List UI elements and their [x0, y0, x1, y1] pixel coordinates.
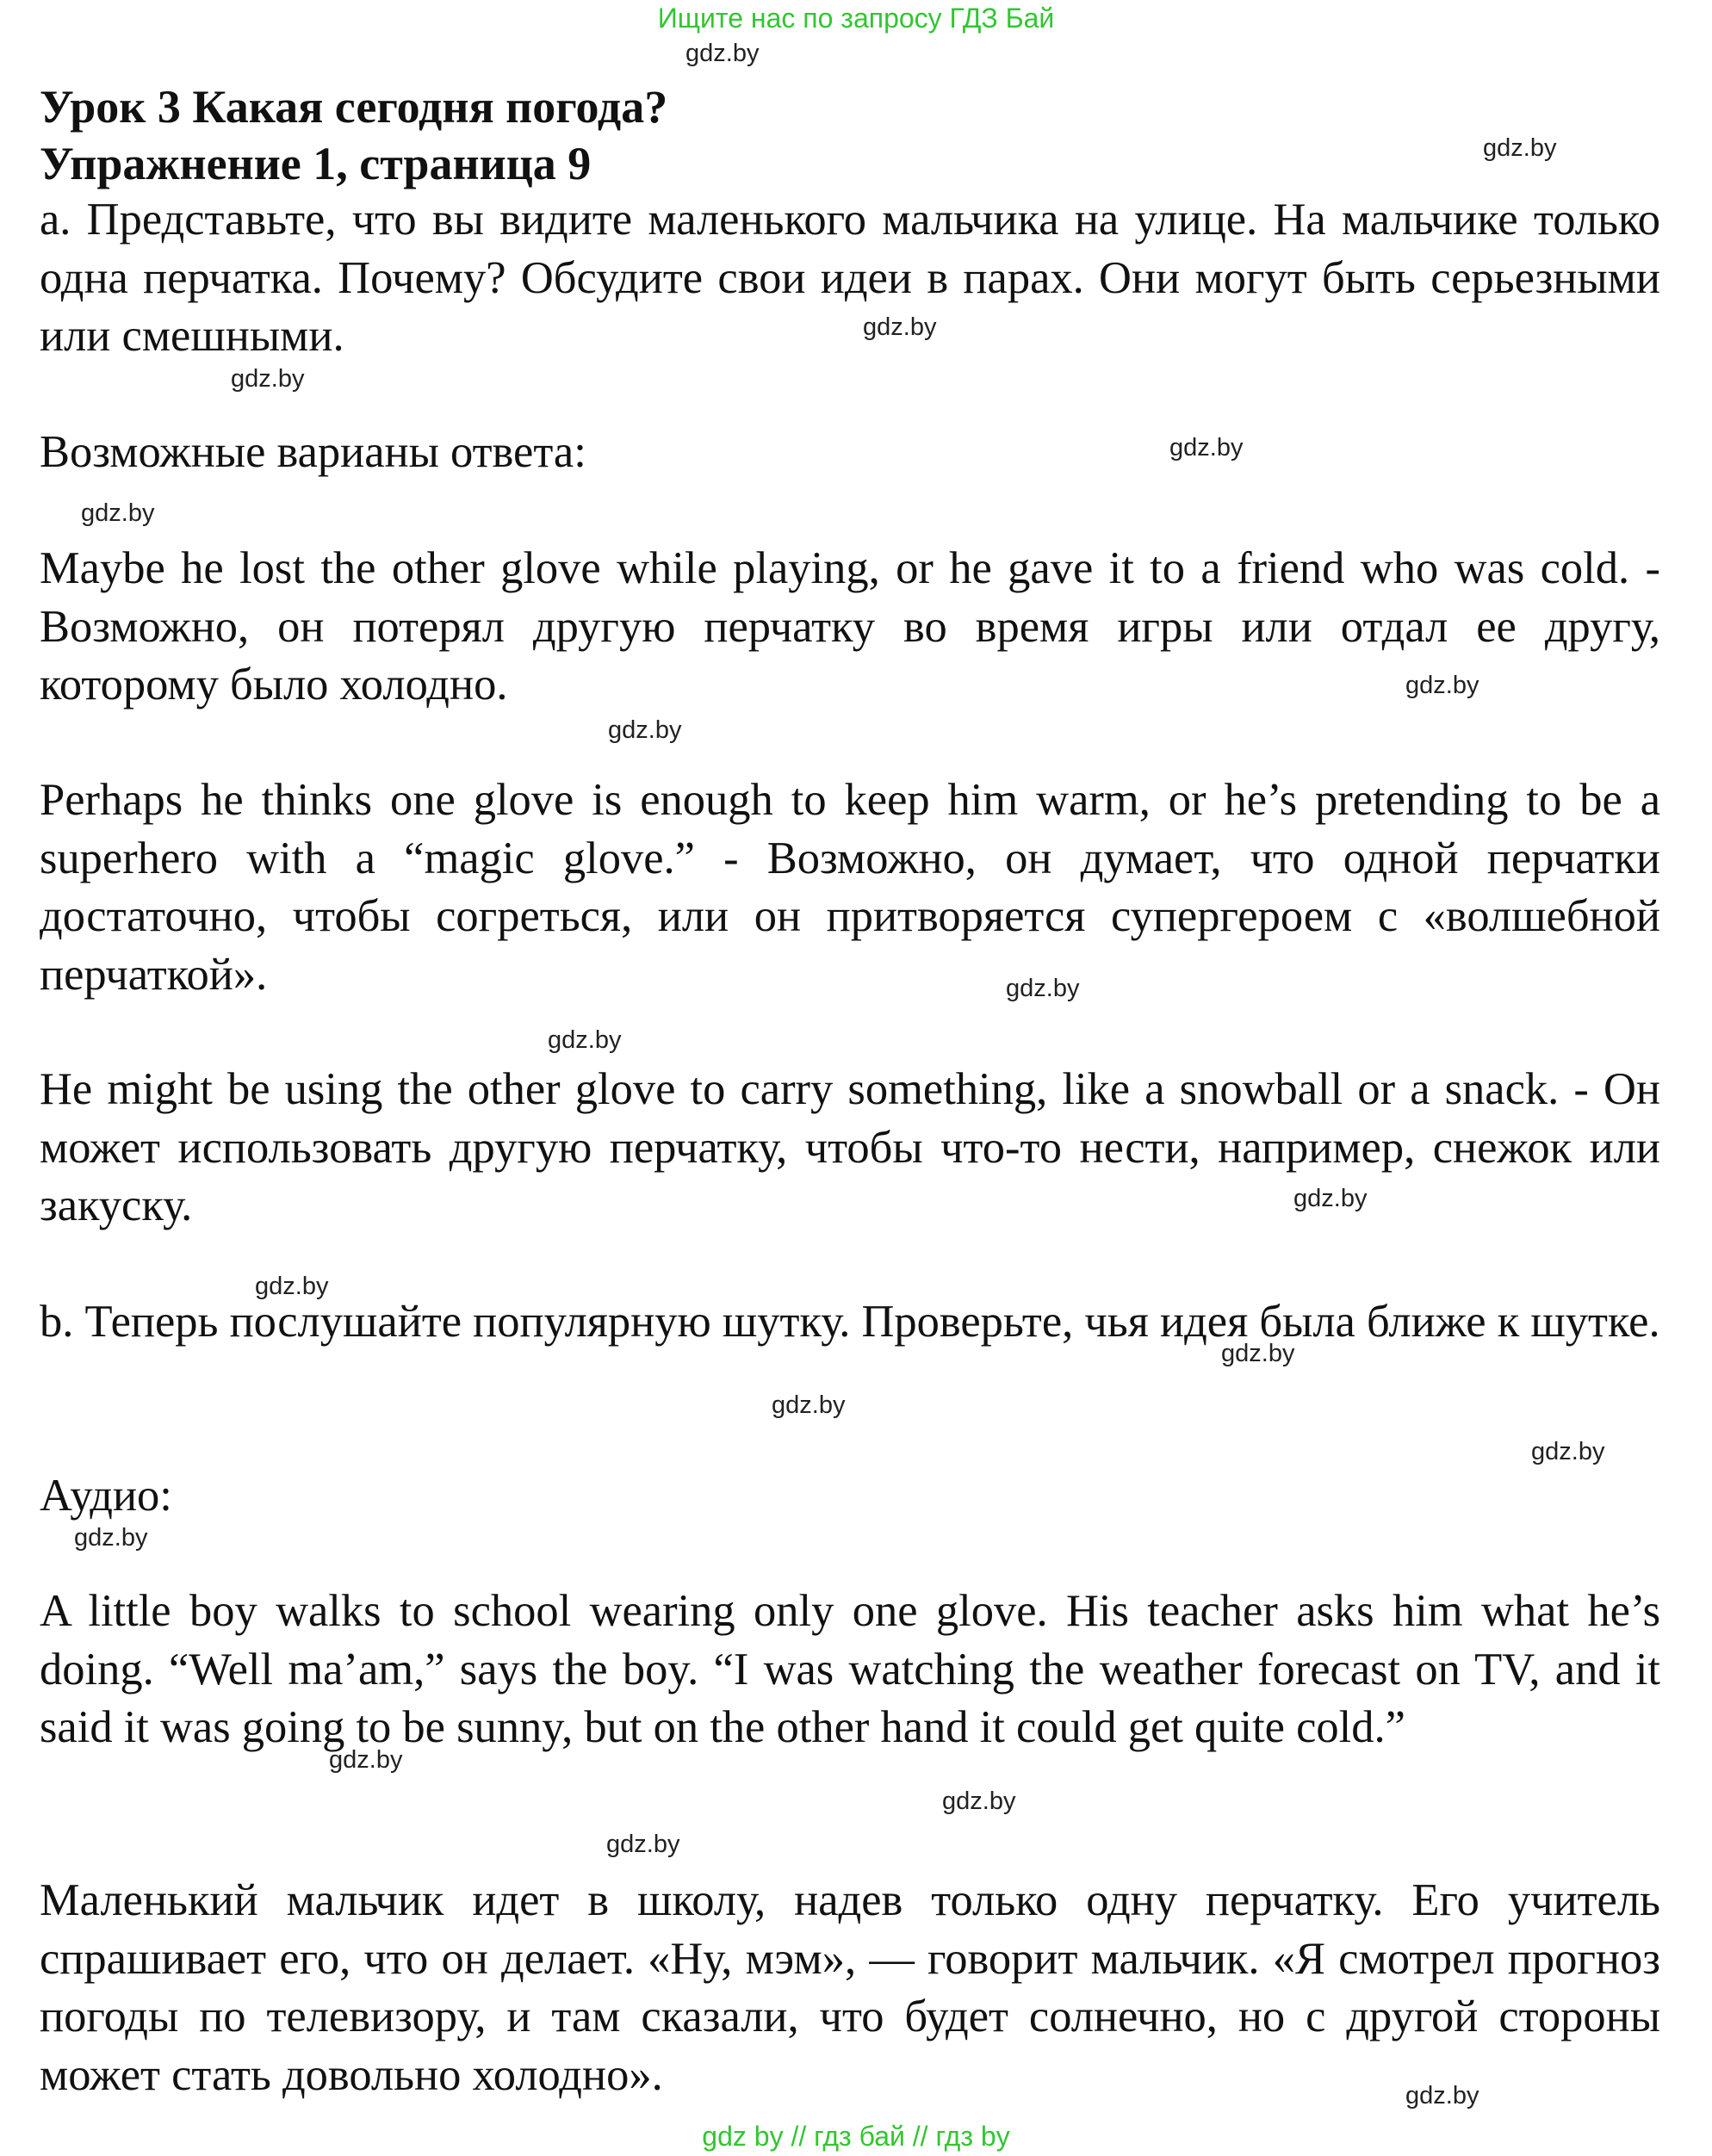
watermark: gdz.by	[329, 1746, 403, 1774]
audio-text-ru: Маленький мальчик идет в школу, надев только одну перчатку. Его учитель спрашивает его, что он делает. «Ну, мэм», — говорит мальчик. «Я смотрел прогноз погоды по телевизору, и там сказали, что будет солнечно, но с другой стороны может стать довольно холодно».	[40, 1875, 1660, 2100]
exercise-title: Упражнение 1, страница 9	[40, 138, 592, 189]
watermark: gdz.by	[1221, 1340, 1295, 1367]
watermark: gdz.by	[1169, 434, 1244, 462]
task-b-text: b. Теперь послушайте популярную шутку. Проверьте, чья идея была ближе к шутке.	[40, 1297, 1660, 1347]
answer-1: Maybe he lost the other glove while playing, or he gave it to a friend who was cold. - Возможно, он потерял другую перчатку во время игры или отдал ее другу, которому было холодно.	[40, 543, 1660, 709]
answer-2: Perhaps he thinks one glove is enough to keep him warm, or he’s pretending to be a superhero with a “magic glove.” - Возможно, он думает, что одной перчатки достаточно, чтобы согреться, или он притворяется супергероем с «волшебной перчаткой».	[40, 775, 1660, 1000]
answers-label: Возможные варианы ответа:	[40, 427, 586, 477]
watermark: gdz.by	[1293, 1185, 1368, 1212]
watermark: gdz.by	[606, 1831, 680, 1858]
watermark: gdz.by	[81, 499, 155, 527]
footer-links: gdz by // гдз бай // гдз by	[702, 2121, 1010, 2152]
watermark: gdz.by	[1006, 975, 1080, 1002]
answer-3: He might be using the other glove to carry something, like a snowball or a snack. - Он может использовать другую перчатку, чтобы что-то нести, например, снежок или закуску.	[40, 1064, 1660, 1230]
watermark: gdz.by	[548, 1026, 622, 1054]
audio-text-en: A little boy walks to school wearing only one glove. His teacher asks him what he’s doing. “Well ma’am,” says the boy. “I was watching the weather forecast on TV, and it said it was going to be sunny, but on the other hand it could get quite cold.”	[40, 1586, 1660, 1752]
watermark: gdz.by	[1483, 134, 1557, 162]
watermark: gdz.by	[685, 40, 760, 67]
audio-label: Аудио:	[40, 1471, 172, 1521]
watermark: gdz.by	[255, 1273, 329, 1300]
task-a-text: a. Представьте, что вы видите маленького мальчика на улице. На мальчике только одна перчатка. Почему? Обсудите свои идеи в парах. Они могут быть серьезными или смешными.	[40, 195, 1660, 361]
watermark: gdz.by	[942, 1787, 1016, 1815]
watermark: gdz.by	[231, 365, 305, 393]
watermark: gdz.by	[1405, 672, 1479, 699]
watermark: gdz.by	[1405, 2082, 1479, 2110]
lesson-title: Урок 3 Какая сегодня погода?	[40, 81, 668, 133]
watermark: gdz.by	[772, 1391, 846, 1419]
watermark: gdz.by	[608, 716, 682, 744]
watermark: gdz.by	[1531, 1438, 1605, 1465]
watermark: gdz.by	[74, 1524, 148, 1552]
watermark: gdz.by	[863, 313, 937, 341]
top-banner: Ищите нас по запросу ГДЗ Бай	[657, 3, 1055, 34]
